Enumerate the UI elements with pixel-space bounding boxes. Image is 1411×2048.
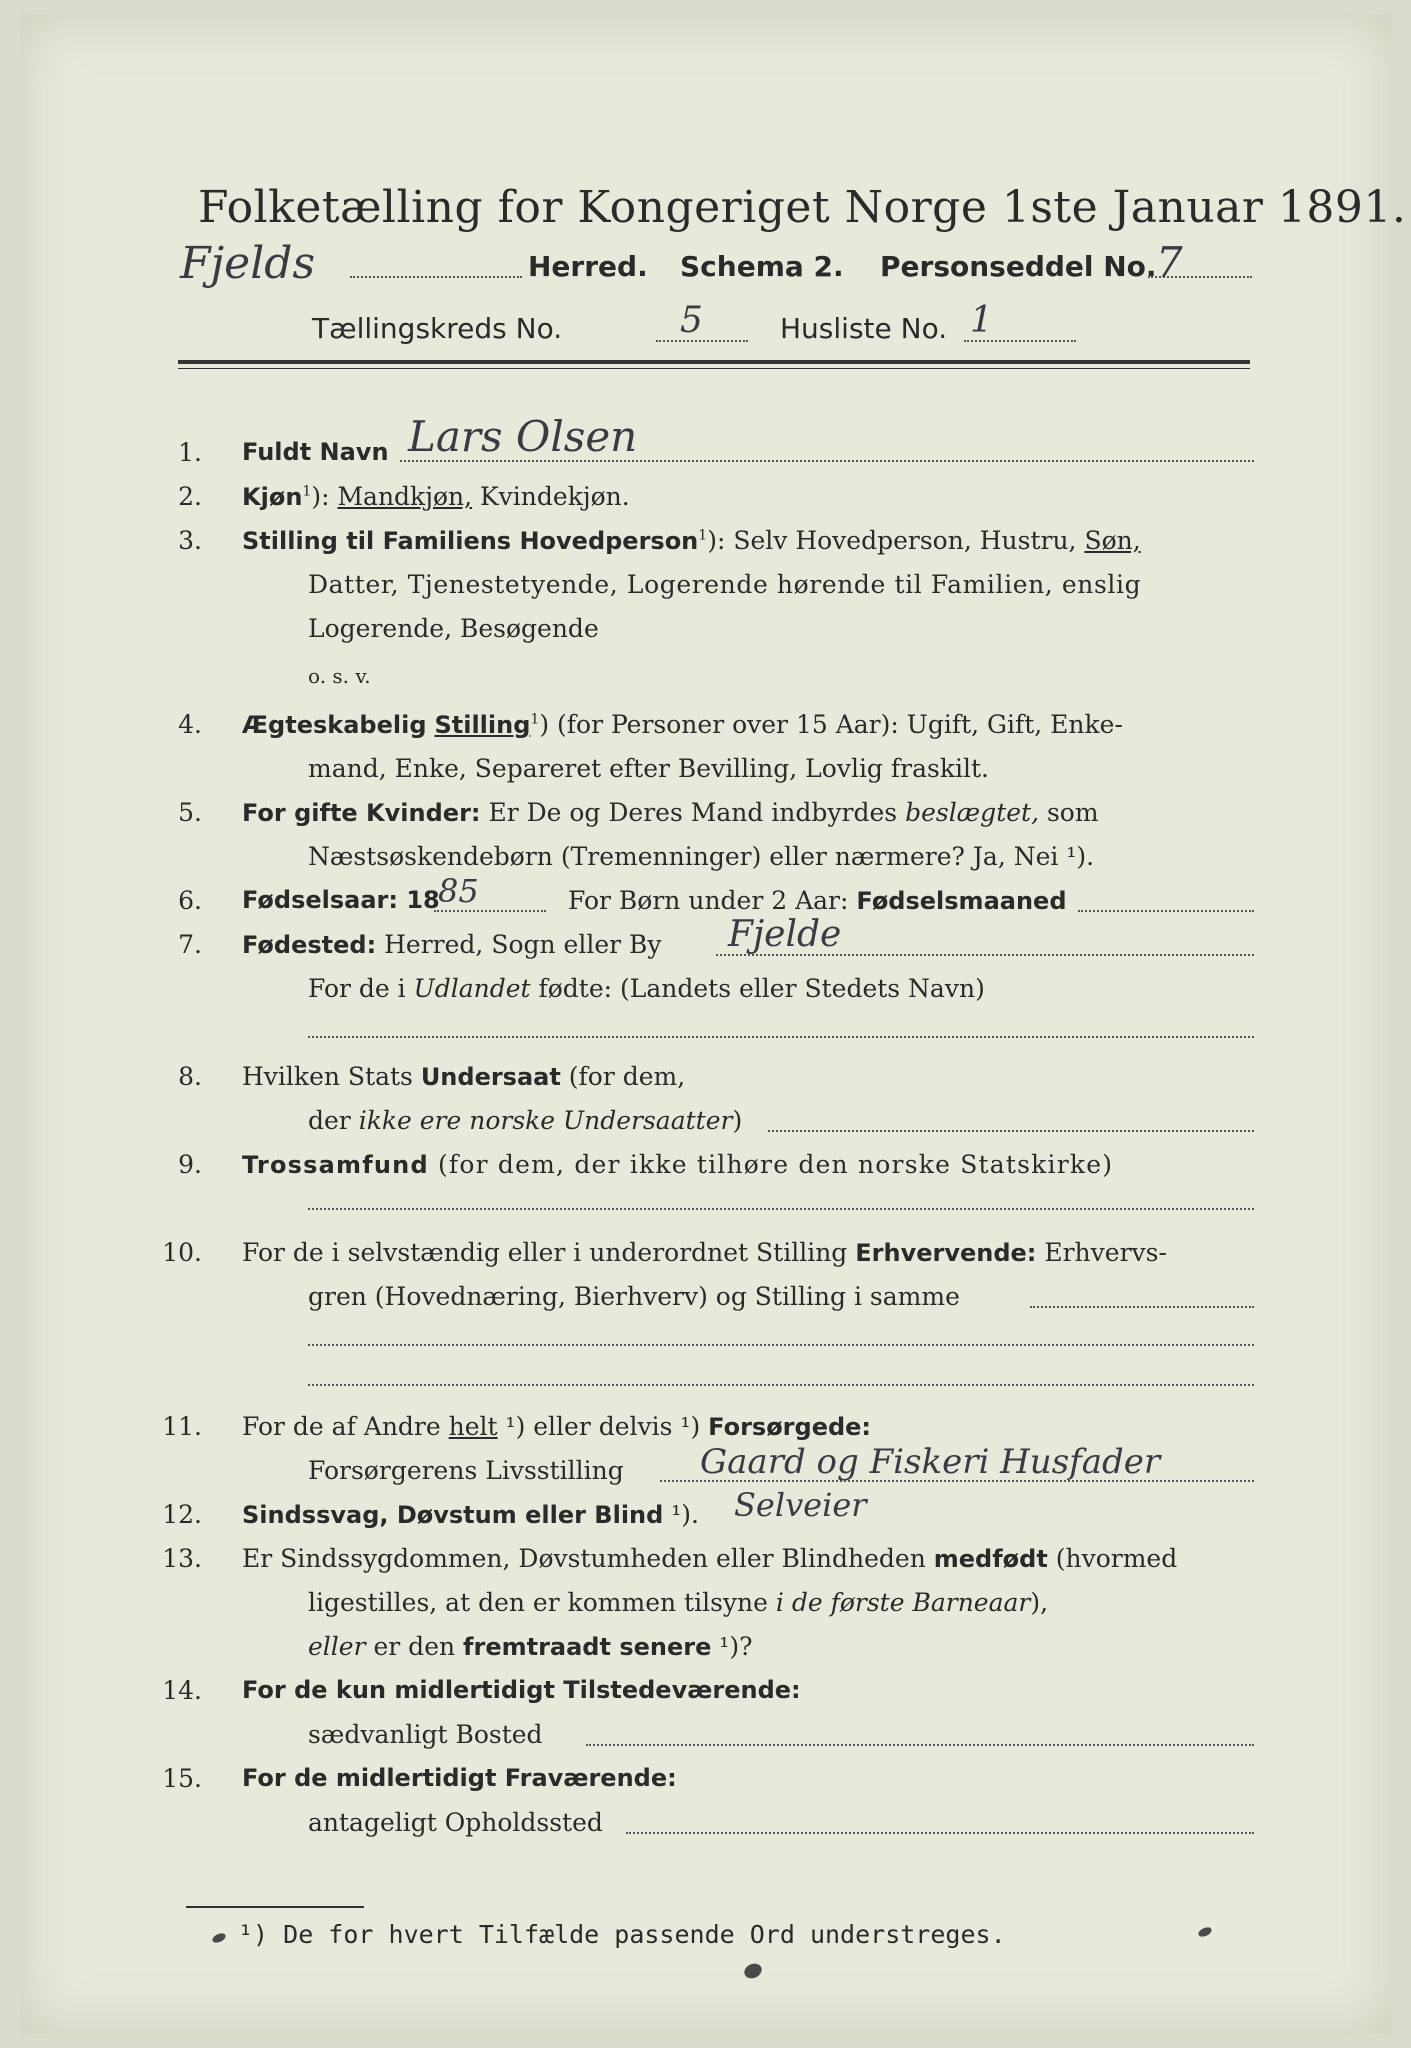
q5-line1: For gifte Kvinder: Er De og Deres Mand indbyrdes beslægtet, som [242, 798, 1099, 827]
q3-line1: Stilling til Familiens Hovedperson$^1$): Selv Hovedperson, Hustru, Søn, [242, 526, 1141, 555]
personseddel-value: 7 [1156, 238, 1183, 287]
husliste-value: 1 [970, 300, 993, 341]
q4-line1: Ægteskabelig Stilling$^1$) (for Personer over 15 Aar): Ugift, Gift, Enke- [242, 710, 1123, 739]
schema-label: Schema 2. [680, 250, 844, 283]
q1-value: Lars Olsen [408, 412, 638, 461]
q2-text: Kjøn$^1$): Mandkjøn, Kvindekjøn. [242, 482, 630, 511]
q7-value: Fjelde [728, 914, 842, 955]
kreds-value: 5 [680, 300, 703, 341]
q11-value: Gaard og Fiskeri Husfader [700, 1442, 1161, 1482]
census-form: Folketælling for Kongeriget Norge 1ste Januar 1891. Fjelds Herred. Schema 2. Personseddel No. 7 Tællingskreds No. 5 Husliste No. 1 1. Fuldt Navn Lars Olsen 2. Kjøn$^1$): Mandkjøn, Kvindekjøn. 3. Stilling til Familiens Hovedperson$^1$): Selv Hovedperson, Hustru, Søn, Datter, Tjenestetyende, Logerende hørende til Familien, enslig Logerende, Besøgende o. s. v. 4. Ægteskabelig Stilling$^1$) (for Personer over 15 Aar): Ugift, Gift, Enke- mand, Enke, Separeret efter Bevilling, Lovlig fraskilt. 5. For gifte Kvinder: Er De og Deres Mand indbyrdes beslægtet, som Næstsøskendebørn (Tremenninger) eller nærmere? Ja, Nei ¹). 6. Fødselsaar: 18 85 For Børn under 2 Aar: Fødselsmaaned 7. Fødested: Herred, Sogn eller By Fjelde For de i Udlandet fødte: (Landets eller Stedets Navn) 8. Hvilken Stats Undersaat (for dem, der ikke ere norske Undersaatter) 9. Trossamfund (for dem, der ikke tilhøre den norske Statskirke) 10. For de i selvstændig eller i underordnet Stilling Erhvervende: Erhvervs- gren (Hovednæring, Bierhverv) og Stilling i samme 11. For de af Andre helt ¹) eller delvis ¹) Forsørgede: Forsørgerens Livsstilling Gaard og Fiskeri Husfader 12. Sindssvag, Døvstum eller Blind ¹). Selveier 13. Er Sindssygdommen, Døvstumheden eller Blindheden medfødt (hvormed ligestilles, at den er kommen tilsyne i de første Barneaar), eller er den fremtraadt senere ¹)? 14. For de kun midlertidigt Tilstedeværende: sædvanligt Bosted 15. For de midlertidigt Fraværende: antageligt Opholdssted ¹) De for hvert Tilfælde passende Ord understreges. [20, 14, 1392, 2034]
kreds-label: Tællingskreds No. [312, 312, 563, 345]
herred-label: Herred. [528, 250, 648, 283]
personseddel-label: Personseddel No. [880, 250, 1157, 283]
q6-value: 85 [438, 872, 479, 910]
form-title: Folketælling for Kongeriget Norge 1ste Januar 1891. [198, 182, 1407, 233]
footnote: ¹) De for hvert Tilfælde passende Ord understreges. [238, 1920, 1006, 1949]
herred-value: Fjelds [180, 238, 316, 289]
q12-value: Selveier [734, 1486, 867, 1524]
footnote-divider [186, 1906, 364, 1908]
husliste-label: Husliste No. [780, 312, 948, 345]
q1-label: Fuldt Navn [242, 438, 389, 466]
header-divider [178, 360, 1250, 364]
